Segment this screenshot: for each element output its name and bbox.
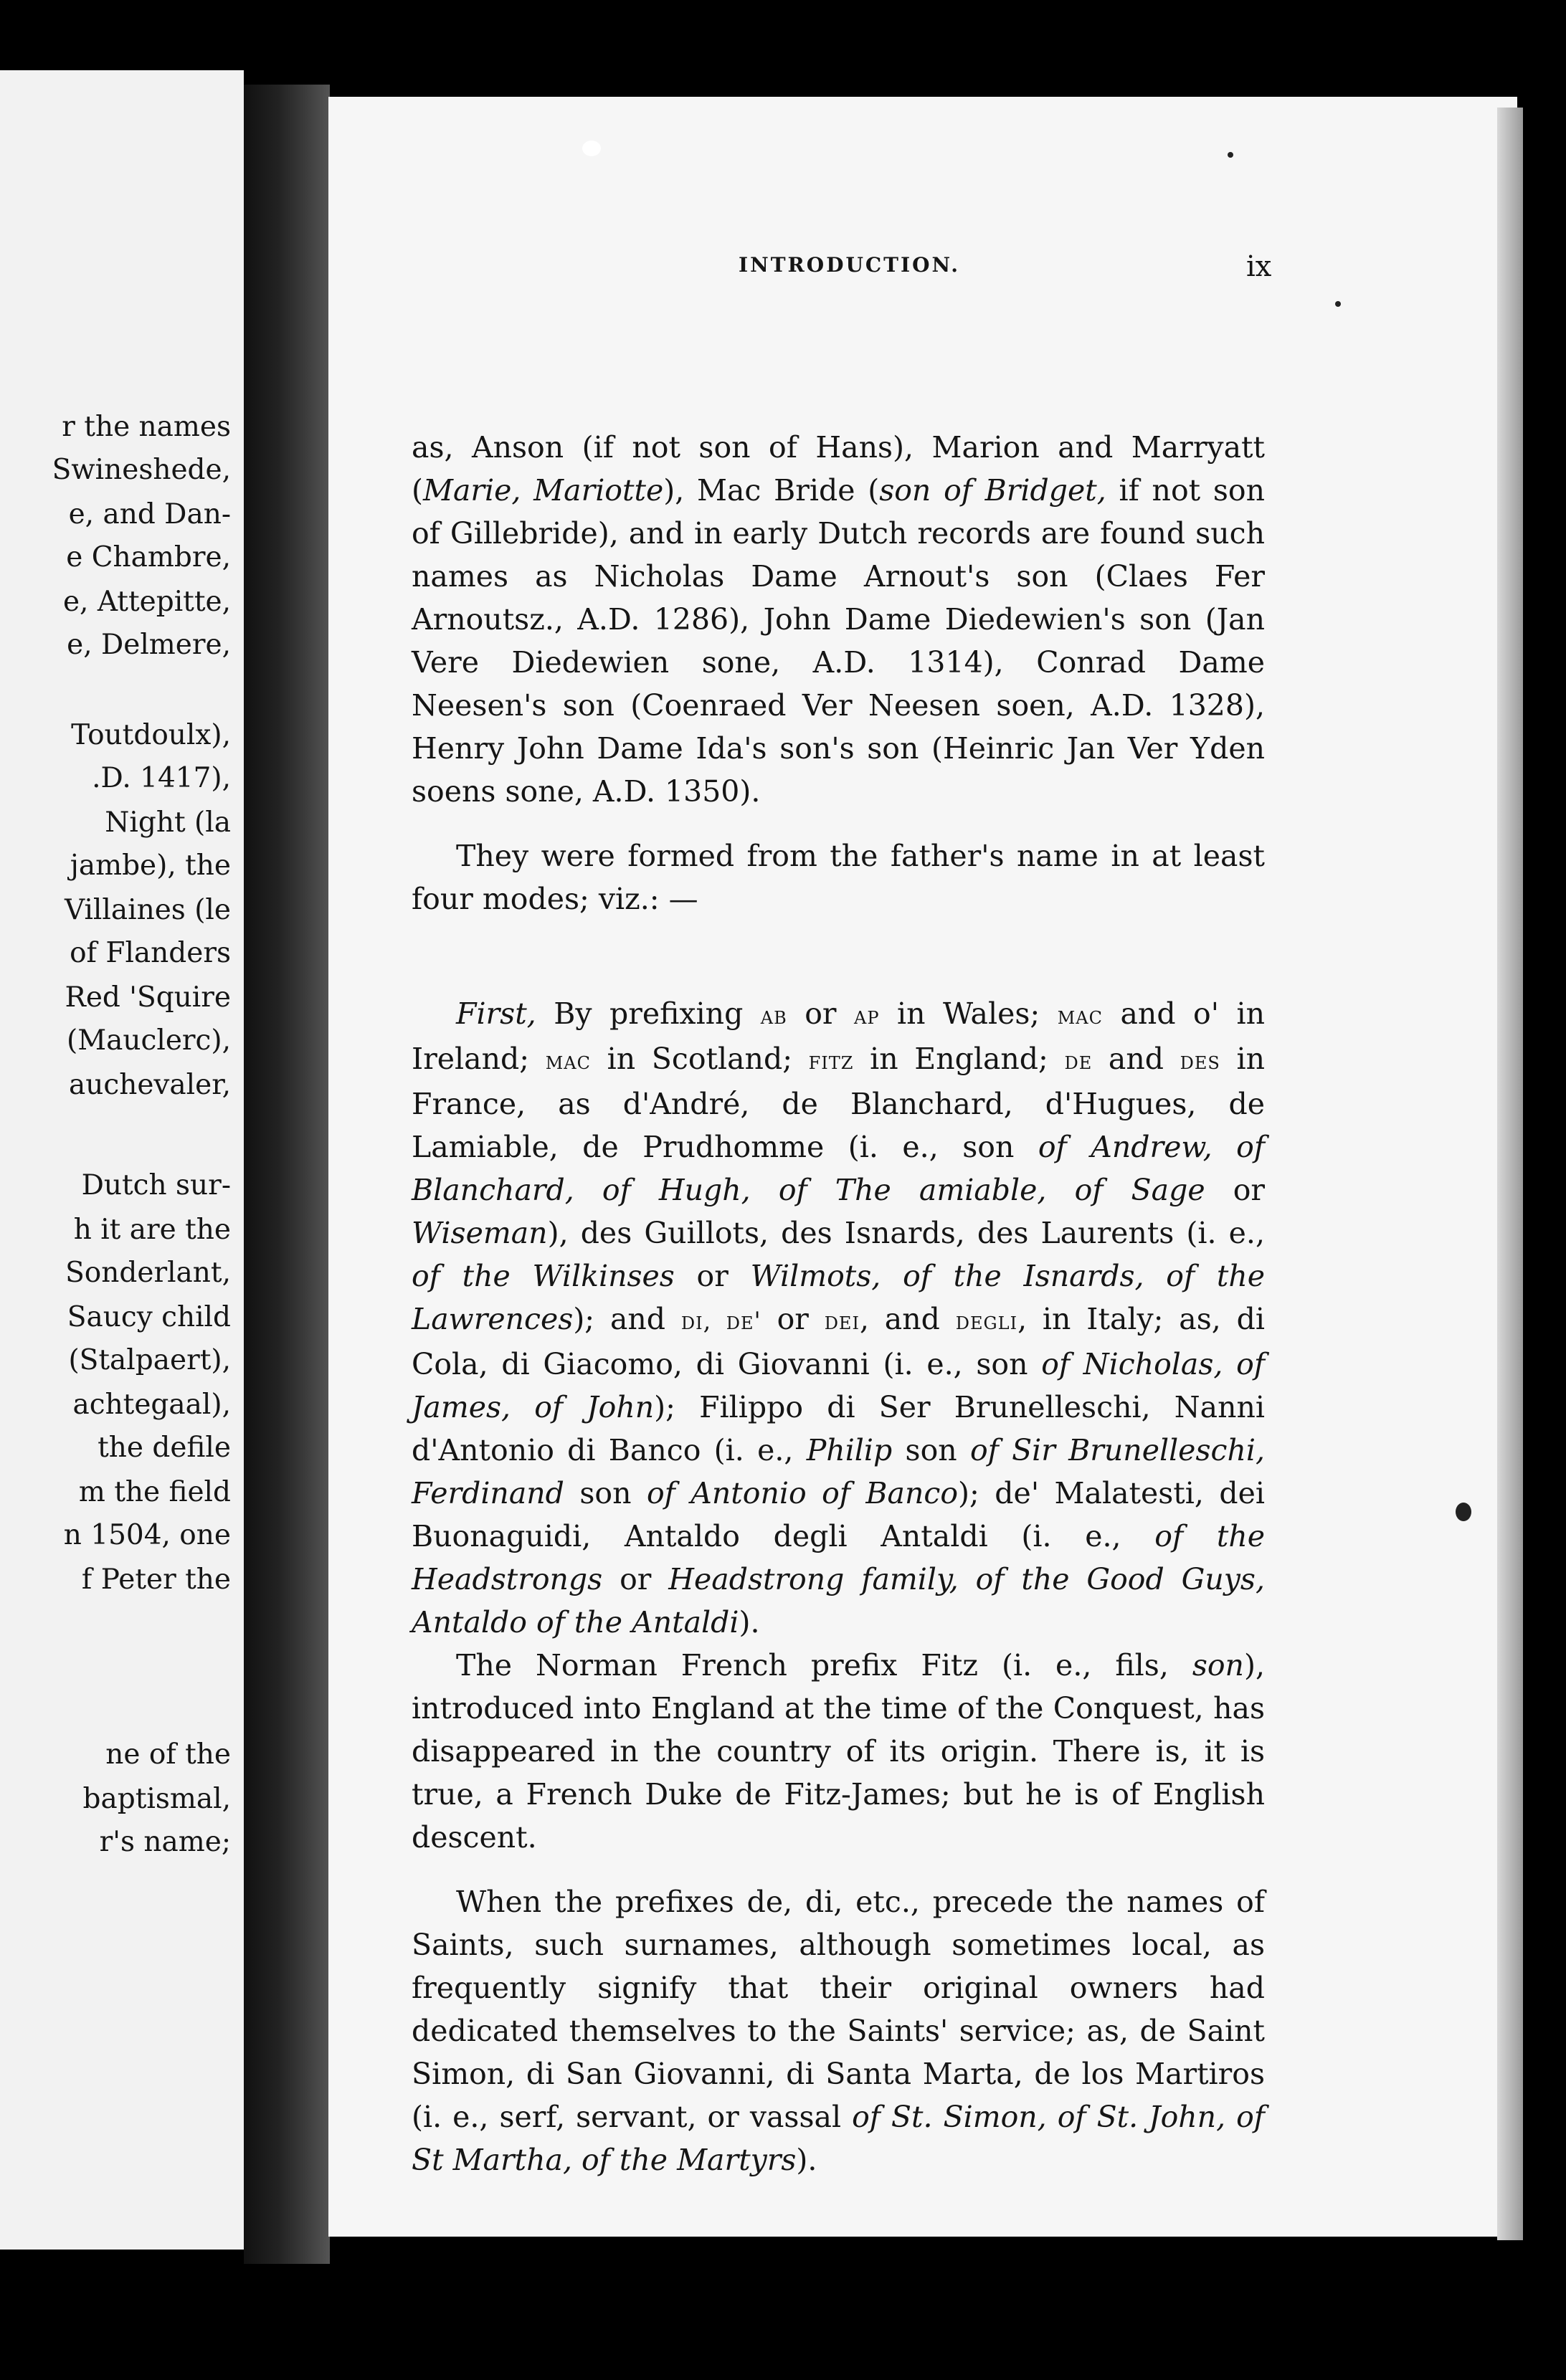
left-line: jambe), the: [70, 849, 231, 882]
left-line: the defile: [98, 1432, 231, 1464]
body-text: [412, 426, 1265, 2181]
left-line: baptismal,: [82, 1783, 231, 1815]
left-line: Red 'Squire: [65, 981, 231, 1014]
left-line: Saucy child: [67, 1301, 231, 1333]
left-line: h it are the: [73, 1214, 231, 1246]
left-line: r's name;: [99, 1826, 231, 1858]
left-line: (Stalpaert),: [68, 1344, 231, 1376]
ink-speck: [1228, 152, 1233, 158]
left-line: f Peter the: [81, 1563, 231, 1596]
left-line: r the names: [62, 411, 231, 443]
left-line: Sonderlant,: [65, 1257, 231, 1289]
left-line: e, and Dan-: [68, 498, 231, 530]
left-line: Night (la: [105, 806, 231, 839]
left-line: auchevaler,: [68, 1069, 231, 1101]
left-line: achtegaal),: [72, 1389, 231, 1421]
paper-flaw: [582, 141, 601, 156]
left-line: m the field: [78, 1476, 231, 1508]
left-line: n 1504, one: [63, 1519, 231, 1551]
left-line: e Chambre,: [66, 541, 231, 573]
paragraph: They were formed from the father's name in at least four modes; viz.: —: [412, 839, 1265, 916]
paragraph: First, By prefixing ab or ap in Wales; mac and o' in Ireland; mac in Scotland; fitz in England; de and des in France, as d'André, de Blanchard, d'Hugues, de Lamiable, de Prudhomme (i. e., son of Andrew, of Blanchard, of Hugh, of The amiable, of Sage or Wiseman), des Guillots, des Isnards, des Laurents (i. e., of the Wilkinses or Wilmots, of the Isnards, of the Lawrences); and di, de' or dei, and degli, in Italy; as, di Cola, di Giacomo, di Giovanni (i. e., son of Nicholas, of James, of John); Filippo di Ser Brunelleschi, Nanni d'Antonio di Banco (i. e., Philip son of Sir Brunelleschi, Ferdinand son of Antonio of Banco); de' Malatesti, dei Buonaguidi, Antaldo degli Antaldi (i. e., of the Headstrongs or Headstrong family, of the Good Guys, Antaldo of the Antaldi).: [412, 996, 1266, 1639]
left-line: ne of the: [105, 1738, 231, 1771]
left-line: (Mauclerc),: [66, 1024, 231, 1057]
page-number: ix: [1246, 250, 1272, 283]
left-line: of Flanders: [70, 937, 231, 969]
paragraph: as, Anson (if not son of Hans), Marion and Marryatt (Marie, Mariotte), Mac Bride (son of Bridget, if not son of Gillebride), and in early Dutch records are found such names as Nicholas Dame Arnout's son (Claes Fer Arnoutsz., A.D. 1286), John Dame Diedewien's son (Jan Vere Diedewien sone, A.D. 1314), Conrad Dame Neesen's son (Coenraed Ver Neesen soen, A.D. 1328), Henry John Dame Ida's son's son (Heinric Jan Ver Yden soens sone, A.D. 1350).: [412, 430, 1265, 809]
left-line: Swineshede,: [52, 454, 231, 486]
left-line: Dutch sur-: [81, 1169, 231, 1201]
ink-speck: [1456, 1503, 1471, 1521]
left-line: .D. 1417),: [92, 762, 231, 794]
left-line: Villaines (le: [64, 894, 231, 926]
left-line: e, Attepitte,: [62, 586, 231, 618]
paragraph: The Norman French prefix Fitz (i. e., fils, son), introduced into England at the time of the Conquest, has disappeared in the country of its origin. There is, it is true, a French Duke de Fitz-James; but he is of English descent.: [412, 1648, 1265, 1855]
gutter-shadow: [244, 85, 330, 2264]
running-title: INTRODUCTION.: [739, 253, 961, 277]
ink-speck: [1335, 301, 1341, 307]
paragraph: When the prefixes de, di, etc., precede the names of Saints, such surnames, although sometimes local, as frequently signify that their original owners had dedicated themselves to the Saints' service; as, de Saint Simon, di San Giovanni, di Santa Marta, de los Martiros (i. e., serf, servant, or vassal of St. Simon, of St. John, of St Martha, of the Martyrs).: [412, 1885, 1265, 2177]
left-line: Toutdoulx),: [71, 719, 231, 751]
page-edge: [1497, 108, 1523, 2240]
running-head: [328, 250, 1517, 296]
left-page: [0, 70, 244, 2250]
left-line: e, Delmere,: [67, 629, 231, 661]
